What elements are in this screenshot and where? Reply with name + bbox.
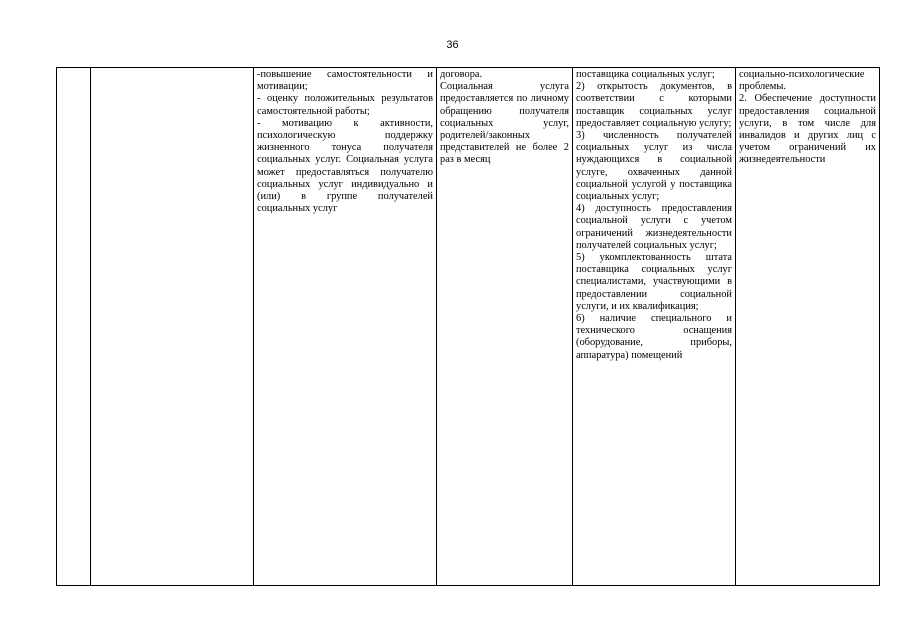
conditions-paragraph: 2. Обеспечение доступности предоставления социальной услуги, в том числе для инвалидов и других лиц с учетом ограничений их жизнедеятельности bbox=[739, 93, 876, 166]
cell-number bbox=[57, 68, 91, 586]
indicator-paragraph: 2) открытость документов, в соответствии с которыми поставщик социальных услуг предоставляет социальную услугу; bbox=[576, 81, 732, 129]
cell-conditions bbox=[736, 68, 880, 586]
indicator-paragraph: 6) наличие специального и технического оснащения (оборудование, приборы, аппаратура) помещений bbox=[576, 313, 732, 361]
description-paragraph: - оценку положительных результатов самостоятельной работы; bbox=[257, 93, 433, 117]
description-paragraph: -повышение самостоятельности и мотивации; bbox=[257, 69, 433, 93]
cell-quality-indicators bbox=[573, 68, 736, 586]
services-table bbox=[56, 67, 880, 586]
indicator-paragraph: 5) укомплектованность штата поставщика социальных услуг специалистами, участвующими в предоставлении социальной услуги, и их квалификация; bbox=[576, 252, 732, 312]
terms-paragraph: Социальная услуга предоставляется по личному обращению получателя социальных услуг, родителей/законных представителей не более 2 раз в месяц bbox=[440, 81, 569, 166]
conditions-paragraph: социально-психологические проблемы. bbox=[739, 69, 865, 93]
indicator-paragraph: 4) доступность предоставления социальной услуги с учетом ограничений жизнедеятельности получателей социальных услуг; bbox=[576, 203, 732, 251]
indicator-paragraph: 3) численность получателей социальных услуг из числа нуждающихся в социальной услуге, охваченных данной социальной услугой у поставщика социальных услуг; bbox=[576, 130, 732, 203]
cell-service-terms bbox=[437, 68, 573, 586]
terms-paragraph: договора. bbox=[440, 69, 483, 80]
indicator-paragraph: поставщика социальных услуг; bbox=[576, 69, 715, 80]
description-paragraph: - мотивацию к активности, психологическую поддержку жизненного тонуса получателя социальных услуг. Социальная услуга может предоставляться получателю социальных услуг индивидуально и (или) в группе получателей социальных услуг bbox=[257, 117, 433, 215]
cell-service-name bbox=[91, 68, 254, 586]
table-row bbox=[57, 68, 880, 586]
cell-service-description bbox=[254, 68, 437, 586]
page-number: 36 bbox=[446, 39, 459, 51]
